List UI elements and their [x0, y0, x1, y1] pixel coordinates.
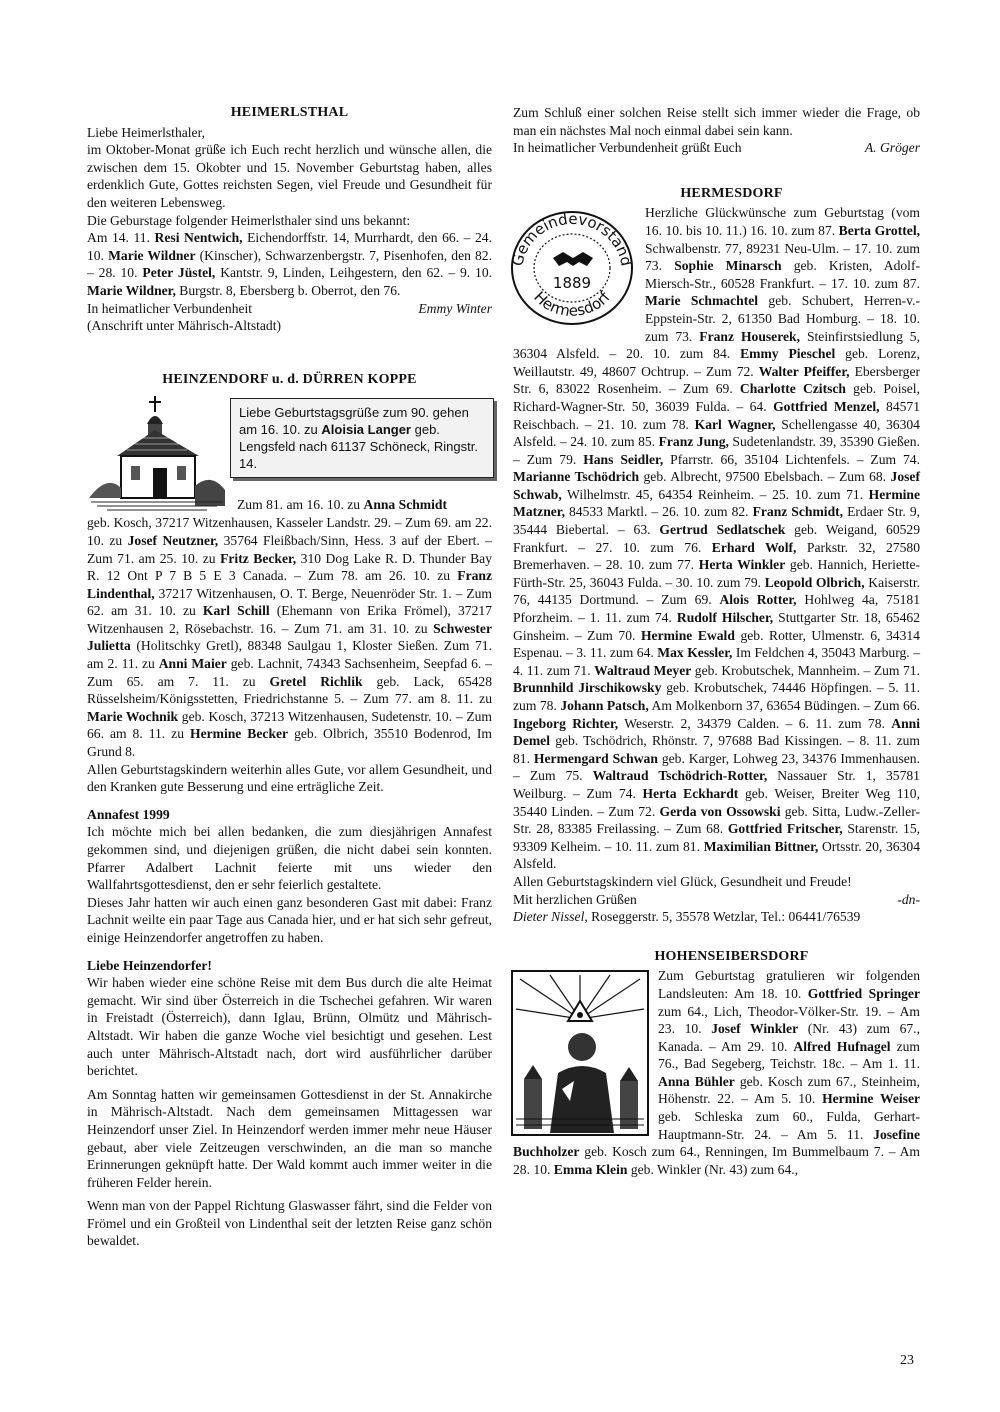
text: geb. Schleska zum 60., Fulda, Gerhart-Hauptmann-Str. 24. – Am 5. 11. [658, 1109, 920, 1142]
text: (Kinscher), Schwarzenbergstr. 7, Pisenhofen, den 82. – 28. 10. [87, 247, 492, 281]
person-name: Franz Houserek, [699, 328, 800, 344]
hermesdorf-wishes: Allen Geburtstagskindern viel Glück, Gesundheit und Freude! [513, 873, 852, 889]
text: Kantstr. 9, Linden, Leihgestern, den 62. – 9. 10. [220, 265, 493, 281]
person-name: Berta Grottel, [838, 222, 920, 238]
person-name: Gottfried Springer [807, 985, 920, 1001]
text: Wilhelmstr. 45, 64354 Reinheim. – 25. 10. zum 71. [567, 486, 864, 502]
person-name: Anni Demel [513, 715, 920, 749]
text: geb. Rotter, Ulmenstr. 6, 34314 Espenau. – 3. 11. zum 64. [513, 627, 920, 661]
person-name: Alois Rotter, [719, 592, 797, 608]
person-name: Fritz Becker, [220, 550, 297, 566]
heinzendorf-title: HEINZENDORF u. d. DÜRREN KOPPE [162, 371, 417, 387]
text: geb. Olbrich, 35510 Bodenrod, Im Grund 8. [87, 726, 493, 760]
gemeindevorstand-stamp-icon [507, 206, 637, 330]
text: geb. Lorenz, Weillautstr. 49, 48607 Ochtrup. – Zum 72. [513, 346, 920, 379]
person-name: Herta Winkler [698, 557, 786, 573]
person-name: Waltraud Tschödrich-Rotter, [592, 768, 768, 784]
text: geb. Sitta, Ludw.-Zeller-Str. 28, 83385 Freilassing. – Zum 68. [513, 803, 920, 837]
person-name: Hermine Weiser [822, 1091, 921, 1107]
text: 310 Dog Lake R. D. Thunder Bay R. 12 Ont P 7 B 5 E 3 Canada. – Zum 78. am 26. 10. zu [87, 550, 492, 584]
person-name: Hans Seidler, [583, 451, 664, 467]
person-name: Schwester Julietta [87, 620, 492, 654]
liebe-heinzendorfer-title: Liebe Heinzendorfer! [87, 957, 212, 973]
text: (Ehemann von Erika Frömel), 37217 Witzenhausen 2, Rösebachstr. 16. – Zum 71. am 31. 10. zu [87, 603, 492, 636]
reise-paragraph-1: Wir haben wieder eine schöne Reise mit dem Bus durch die alte Heimat gemacht. Wir sind über Österreich in die Tschechei gefahren. Wir waren in Freistadt (Österreich), dann Iglau, Brünn, Olmütz und Mährisch-Altstadt. Wir haben die ganze Woche viel besichtigt und gesehen. Lest auch unter Mährisch-Altstadt nach, dort wird ausführlicher darüber berichtet. [87, 975, 492, 1079]
heimerlsthal-birthdays [87, 229, 492, 299]
text: Pfarrstr. 66, 35104 Lichtenfels. – Zum 74. [670, 451, 920, 467]
text: Weserstr. 2, 34379 Calden. – 6. 11. zum 78. [624, 715, 885, 731]
reise-paragraph-2: Am Sonntag hatten wir gemeinsamen Gottesdienst in der St. Annakirche in Mährisch-Altstadt. Nach dem gemeinsamen Mittagessen war Heinzendorf unser Ziel. In Heinzendorf werden immer mehr neue Häuser gebaut, aber viele Zeitzeugen verschwinden, an die man so manche Erinnerungen geknüpft hatte. Der Wald kommt auch immer weiter in die früheren Felder herein. [87, 1086, 492, 1190]
person-name: Hermine Becker [190, 726, 289, 742]
closing-text: In heimatlicher Verbundenheit [87, 300, 253, 316]
text: Ortsstr. 20, 36304 Alsfeld. [513, 838, 920, 872]
person-name: Marie Schmachtel [645, 293, 759, 309]
person-name: Marie Wildner, [87, 282, 176, 298]
stamp-year: 1889 [552, 274, 592, 293]
heinzendorf-wishes: Allen Geburtstagskindern weiterhin alles Gute, vor allem Gesundheit, und den Kranken gute Besserung und eine erträgliche Zeit. [87, 761, 492, 795]
text: Herzliche Glückwünsche zum Geburtstag (vom 16. 10. bis 10. 11.) 16. 10. zum 87. [645, 205, 920, 238]
person-name: Marianne Tschödrich [513, 469, 640, 485]
person-name: Aloisia Langer [321, 422, 411, 438]
text: Liebe Geburtstagsgrüße zum 90. gehen am 16. 10. zu [239, 405, 469, 438]
person-name: Rudolf Hilscher, [676, 610, 774, 626]
heinzendorf-birthdays [87, 514, 492, 760]
heimerlsthal-closing [87, 300, 492, 318]
heimerlsthal-known-label: Die Geburstage folgender Heimerlsthaler sind uns bekannt: [87, 212, 411, 228]
person-name: Josef Neutzner, [127, 532, 219, 548]
text: geb. Krobutschek, Mannheim. – Zum 71. [694, 662, 920, 678]
left-column [87, 104, 492, 1250]
text: Parkstr. 32, 27580 Bremerhaven. – 28. 10. zum 77. [513, 539, 920, 573]
person-name: Erhard Wolf, [711, 539, 797, 555]
person-name: Hermine Matzner, [513, 486, 921, 520]
person-name: Charlotte Czitsch [739, 381, 846, 397]
person-name: Sophie Minarsch [674, 258, 782, 274]
heimerlsthal-intro: im Oktober-Monat grüße ich Euch recht herzlich und wünsche allen, die zwischen dem 15. Okobter und 15. November Geburtstag haben, alles erdenklich Gute, Gottes reichsten Segen, viel Freude und Gesundheit für den weiteren Lebensweg. [87, 142, 492, 210]
hermesdorf-signature [513, 908, 920, 926]
text: Zum 81. am 16. 10. zu [237, 497, 361, 513]
person-name: Walter Pfeiffer, [758, 363, 850, 379]
text: Schellengasse 40, 36304 Alsfeld. – 24. 10. zum 85. [513, 416, 920, 450]
person-name: Karl Schill [202, 603, 270, 619]
hohenseibersdorf-title: HOHENSEIBERSDORF [654, 948, 809, 964]
person-name: Josef Winkler [711, 1021, 799, 1037]
person-name: Gottfried Fritscher, [727, 821, 843, 837]
annafest-paragraph-1: Ich möchte mich bei allen bedanken, die zum diesjährigen Annafest gekommen sind, und diejenigen grüßen, die nicht dabei sein konnten. Pfarrer Adalbert Lachnit feierte mit uns wieder den Wallfahrtsgottesdienst, den er sehr feierlich gestaltete. [87, 824, 492, 893]
text: Am Molkenborn 37, 63654 Büdingen. – Zum 66. [651, 698, 921, 713]
reise-conclusion: Zum Schluß einer solchen Reise stellt sich immer wieder die Frage, ob man ein nächstes Mal noch einmal dabei sein kann. [513, 105, 920, 138]
heimerlsthal-address-note: (Anschrift unter Mährisch-Altstadt) [87, 318, 282, 334]
person-name: Hermine Ewald [640, 627, 735, 643]
text: geb. Lengsfeld nach 61137 Schöneck, Ringstr. 14. [239, 422, 478, 472]
person-name: Franz Lindenthal, [87, 568, 493, 601]
text: Zum Geburtstag gratulieren wir folgenden Landsleuten: Am 18. 10. [658, 968, 920, 1001]
text: Sudetenlandstr. 39, 35390 Gießen. – Zum 79. [513, 434, 920, 467]
text: geb. Poisel, Richard-Wagner-Str. 50, 36039 Fulda. – 64. [513, 381, 920, 414]
heinzendorf-closing [513, 139, 920, 157]
closing-text: In heimatlicher Verbundenheit grüßt Euch [513, 140, 742, 156]
person-name: Anna Bühler [658, 1073, 735, 1089]
text: (Nr. 43) zum 67., Kanada. – Am 29. 10. [658, 1021, 920, 1054]
person-name: Emmy Pieschel [740, 346, 836, 362]
text: geb. Lachnit, 74343 Sachsenheim, Seepfad 6. – Zum 65. am 7. 11. zu [87, 656, 492, 689]
text: geb. Karger, Lohweg 23, 34376 Immenhausen. – Zum 75. [513, 750, 920, 784]
person-name: Marie Wildner [108, 247, 196, 263]
text: geb. Krobutschek, 74446 Höpfingen. – 5. 11. zum 78. [513, 680, 921, 713]
person-name: Maximilian Bittner, [703, 838, 819, 854]
person-name: Johann Patsch, [560, 698, 649, 713]
person-name: Emma Klein [553, 1161, 628, 1177]
person-name: Max Kessler, [657, 645, 733, 661]
text: geb. Tschödrich, Rhönstr. 7, 97688 Bad Kissingen. – 8. 11. zum 81. [513, 733, 920, 766]
text: Kaiserstr. 76, 44135 Dortmund. – Zum 69. [513, 574, 921, 608]
person-name: Waltraud Meyer [594, 662, 692, 678]
text: Steinfirstsiedlung 5, 36304 Alsfeld. – 20. 10. zum 84. [513, 328, 920, 362]
text: 84571 Reischbach. – 21. 10. zum 78. [513, 398, 921, 432]
text: (Holitschky Gretl), 88348 Saulgau 1, Kloster Sießen. Zum 71. am 2. 11. zu [87, 638, 492, 672]
text: Stuttgarter Str. 18, 65462 Ginsheim. – Zum 70. [513, 610, 920, 643]
svg-text:Hermesdorf [530, 288, 614, 320]
woodcut-figure-icon [510, 969, 650, 1137]
text: geb. Kristen, Adolf-Miersch-Str., 60528 Frankfurt. – 17. 10. zum 87. [645, 258, 920, 291]
person-name: Hermengard Schwan [533, 750, 658, 766]
text: geb. Schubert, Herren-v.-Eppstein-Str. 2, 61350 Bad Homburg. – 18. 10. zum 73. [645, 293, 920, 344]
person-name: Gretel Richlik [269, 673, 363, 689]
text: 84533 Marktl. – 26. 10. zum 82. [568, 504, 749, 520]
person-name: Alfred Hufnagel [793, 1038, 891, 1054]
text: geb. Kosch, 37213 Witzenhausen, Sudetenstr. 10. – Zum 66. am 8. 11. zu [87, 708, 492, 742]
text: Im Feldchen 4, 35043 Marburg. – 4. 11. zum 71. [513, 645, 920, 678]
signature: A. Gröger [864, 140, 920, 156]
hermesdorf-title: HERMESDORF [680, 185, 783, 201]
text: 37217 Witzenhausen, O. T. Berge, Neuenröder Str. 1. – Zum 62. am 31. 10. zu [87, 585, 492, 619]
text: geb. Kosch zum 64., Renningen, Im Bummelbaum 7. – Am 28. 10. [513, 1144, 920, 1177]
text: Nassauer Str. 1, 35781 Weilburg. – Zum 74. [513, 768, 920, 801]
text: Schwalbenstr. 77, 89231 Neu-Ulm. – 17. 10. zum 73. [645, 240, 920, 274]
person-name: Franz Schmidt, [752, 504, 844, 520]
text: geb. Winkler (Nr. 43) zum 64., [630, 1161, 799, 1177]
text: zum 76., Bad Segeberg, Teichstr. 18c. – Am 1. 11. [658, 1038, 920, 1072]
stamp [507, 206, 637, 335]
stamp-bottom-text: Hermesdorf [530, 288, 614, 321]
person-name: Gerda von Ossowski [659, 803, 781, 819]
text: geb. Kosch, 37217 Witzenhausen, Kasseler Landstr. 29. – Zum 69. am 22. 10. zu [87, 515, 492, 548]
text: Ebersberger Str. 6, 83022 Rosenheim. – Zum 69. [513, 363, 920, 397]
heimerlsthal-title: HEIMERLSTHAL [230, 105, 349, 120]
text: geb. Weigand, 60529 Frankfurt. – 27. 10. zum 76. [513, 522, 921, 555]
person-name: Josef Schwab, [513, 469, 920, 502]
reise-paragraph-3: Wenn man von der Pappel Richtung Glaswasser fährt, sind die Felder von Frömel und ein Großteil von Lindenthal seit der letzten Reise ganz schön bewaldet. [87, 1198, 492, 1249]
person-name: Josefine Buchholzer [513, 1126, 920, 1160]
text: geb. Weiser, Breiter Weg 110, 35440 Linden. – Zum 72. [513, 785, 921, 819]
person-name: Leopold Olbrich, [764, 574, 865, 590]
person-name: Resi Nentwich, [154, 230, 243, 246]
page-number: 23 [900, 1353, 914, 1368]
signature: Emmy Winter [418, 300, 492, 316]
annafest-title: Annafest 1999 [87, 806, 170, 822]
person-name: Anna Schmidt [363, 497, 447, 513]
person-name: Franz Jung, [658, 434, 729, 450]
person-name: Anni Maier [158, 656, 227, 672]
person-name: Gottfried Menzel, [773, 398, 880, 414]
person-name: Marie Wochnik [87, 708, 179, 724]
hermesdorf-closing [513, 891, 920, 909]
text: Hohlweg 4a, 75181 Pforzheim. – 1. 11. zum 74. [513, 592, 921, 626]
stamp-top-text: Gemeindevorstand [508, 210, 636, 269]
text: Am 14. 11. [87, 230, 150, 246]
closing-text: Mit herzlichen Grüßen [513, 891, 637, 907]
text: 35764 Fleißbach/Sinn, Hess. 3 auf der Ebert. – Zum 71. am 25. 10. zu [87, 532, 492, 566]
signature-address: Roseggerstr. 5, 35578 Wetzlar, Tel.: 06441/76539 [591, 909, 861, 925]
birthday-highlight-box [230, 398, 494, 478]
text: geb. Lack, 65428 Rüsselsheim/Königsstetten, Friedrichstanne 5. – Zum 77. am 8. 11. zu [87, 673, 493, 707]
text: Burgstr. 8, Ebersberg b. Oberrot, den 76. [179, 282, 401, 298]
church-row [87, 394, 492, 514]
annafest-paragraph-2: Dieses Jahr hatten wir auch einen ganz besonderen Gast mit dabei: Franz Lachnit weilte ein paar Tage aus Canada hier, und er hat sich sehr gefreut, einige Heinzendorfer angetroffen zu haben. [87, 894, 492, 945]
first-birthday-line [237, 496, 447, 514]
text: zum 64., Lich, Theodor-Völker-Str. 19. – Am 23. 10. [658, 1003, 920, 1037]
person-name: Brunnhild Jirschikowsky [513, 680, 662, 696]
heimerlsthal-greeting: Liebe Heimerlsthaler, [87, 124, 205, 140]
text: Eichendorffstr. 14, Murrhardt, den 66. – 24. 10. [87, 230, 492, 263]
person-name: Ingeborg Richter, [513, 715, 619, 731]
person-name: Karl Wagner, [694, 416, 776, 432]
text: Erdaer Str. 9, 35444 Biebertal. – 63. [513, 504, 921, 538]
person-name: Herta Eckhardt [642, 785, 739, 801]
text: geb. Kosch zum 67., Steinheim, Höhenstr. 22. – Am 5. 10. [658, 1073, 920, 1107]
right-column [508, 104, 921, 1178]
initials: -dn- [897, 891, 920, 907]
woodcut [510, 969, 650, 1142]
signature: Dieter Nissel, [513, 909, 588, 925]
text: geb. Hannich, Heriette-Fürth-Str. 25, 36043 Fulda. – 30. 10. zum 79. [513, 557, 920, 590]
church-woodcut-icon [87, 394, 227, 512]
person-name: Peter Jüstel, [142, 265, 216, 281]
text: geb. Albrecht, 97500 Ebelsbach. – Zum 68. [643, 469, 887, 485]
text: Starenstr. 15, 93309 Kelheim. – 10. 11. zum 81. [513, 821, 921, 854]
person-name: Gertrud Sedlatschek [659, 522, 786, 538]
